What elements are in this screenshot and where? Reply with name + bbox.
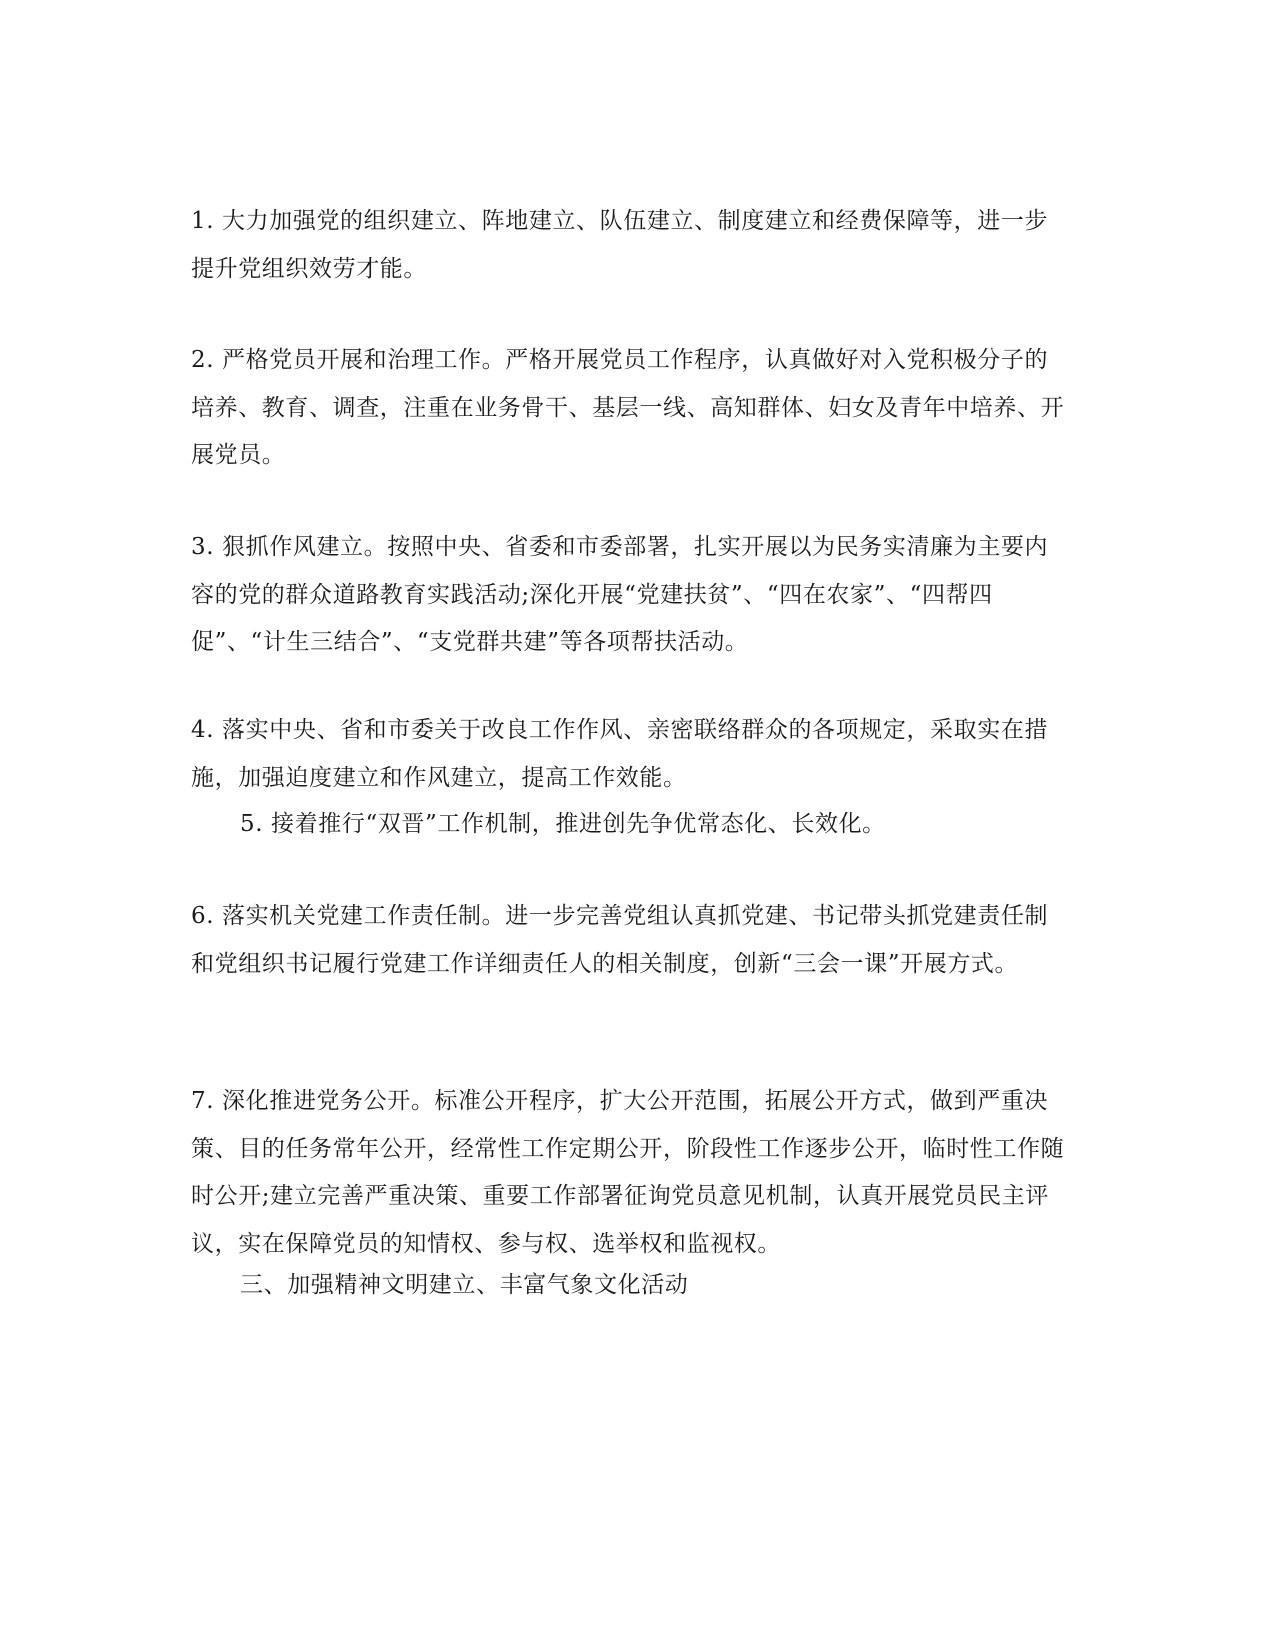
paragraph-item-1: 1. 大力加强党的组织建立、阵地建立、队伍建立、制度建立和经费保障等，进一步提升党组织效劳才能。 [191, 208, 1049, 282]
paragraph-item-2: 2. 严格党员开展和治理工作。严格开展党员工作程序，认真做好对入党积极分子的培养、教育、调查，注重在业务骨干、基层一线、高知群体、妇女及青年中培养、开展党员。 [191, 347, 1065, 468]
paragraph-item-7: 7. 深化推进党务公开。标准公开程序，扩大公开范围，拓展公开方式，做到严重决策、目的任务常年公开，经常性工作定期公开，阶段性工作逐步公开，临时性工作随时公开;建立完善严重决策、重要工作部署征询党员意见机制，认真开展党员民主评议，实在保障党员的知情权、参与权、选举权和监视权。 [191, 1088, 1065, 1257]
section-heading: 三、加强精神文明建立、丰富气象文化活动 [240, 1272, 689, 1298]
paragraph-item-4: 4. 落实中央、省和市委关于改良工作作风、亲密联络群众的各项规定，采取实在措施，加强迫度建立和作风建立，提高工作效能。 [191, 717, 1049, 791]
paragraph-item-5: 5. 接着推行“双晋”工作机制，推进创先争优常态化、长效化。 [240, 811, 886, 837]
paragraph-item-6: 6. 落实机关党建工作责任制。进一步完善党组认真抓党建、书记带头抓党建责任制和党组织书记履行党建工作详细责任人的相关制度，创新“三会一课”开展方式。 [191, 903, 1049, 977]
paragraph-item-3: 3. 狠抓作风建立。按照中央、省委和市委部署，扎实开展以为民务实清廉为主要内容的党的群众道路教育实践活动;深化开展“党建扶贫”、“四在农家”、“四帮四促”、“计生三结合”、“支党群共建”等各项帮扶活动。 [191, 534, 1049, 655]
